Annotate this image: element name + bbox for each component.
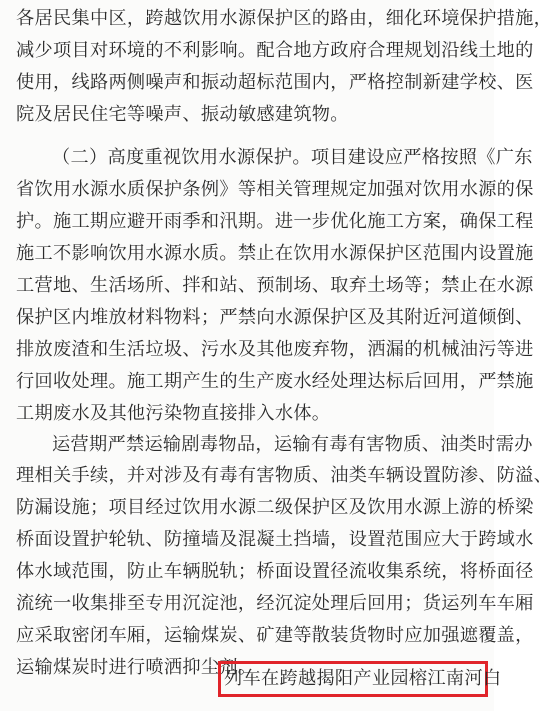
paragraph-2-line: 排放废渣和生活垃圾、污水及其他废弃物，洒漏的机械油污等进	[16, 339, 534, 360]
paragraph-3-line: 流统一收集排至专用沉淀池，经沉淀处理后回用；货运列车车厢	[16, 593, 534, 614]
paragraph-1-line: 各居民集中区，跨越饮用水源保护区的路由，细化环境保护措施，	[16, 8, 552, 29]
paragraph-1-line: 减少项目对环境的不利影响。配合地方政府合理规划沿线土地的	[16, 40, 534, 61]
paragraph-2-line: （二）高度重视饮用水源保护。项目建设应严格按照《广东	[52, 147, 533, 168]
paragraph-3-line: 理相关手续，并对涉及有毒有害物质、油类车辆设置防渗、防溢、	[16, 465, 552, 486]
paragraph-2-line: 施工不影响饮用水源水质。禁止在饮用水源保护区范围内设置施	[16, 243, 534, 264]
paragraph-2-line: 省饮用水源水质保护条例》等相关管理规定加强对饮用水源的保	[16, 179, 534, 200]
paragraph-2-line: 保护区内堆放材料物料；严禁向水源保护区及其附近河道倾倒、	[16, 307, 534, 328]
paragraph-2-line: 护。施工期应避开雨季和汛期。进一步优化施工方案，确保工程	[16, 211, 534, 232]
paragraph-2-line: 工期废水及其他污染物直接排入水体。	[16, 403, 331, 424]
paragraph-3-line: 防漏设施；项目经过饮用水源二级保护区及饮用水源上游的桥梁	[16, 497, 534, 518]
paragraph-2-line: 工营地、生活场所、拌和站、预制场、取弃土场等；禁止在水源	[16, 275, 534, 296]
paragraph-3-line: 应采取密闭车厢，运输煤炭、矿建等散装货物时应加强遮覆盖，	[16, 625, 534, 646]
highlighted-text: 列车在跨越揭阳产业园榕江南河白	[224, 668, 502, 689]
paragraph-3-line: 体水域范围，防止车辆脱轨；桥面设置径流收集系统，将桥面径	[16, 561, 534, 582]
paragraph-2-line: 行回收处理。施工期产生的生产废水经处理达标后回用，严禁施	[16, 371, 534, 392]
paragraph-3-line: 运营期严禁运输剧毒物品，运输有毒有害物质、油类时需办	[52, 434, 533, 455]
paragraph-1-line: 使用，线路两侧噪声和振动超标范围内，严格控制新建学校、医	[16, 72, 534, 93]
paragraph-3-line: 桥面设置护轮轨、防撞墙及混凝土挡墙，设置范围应大于跨域水	[16, 529, 534, 550]
paragraph-1-line: 院及居民住宅等噪声、振动敏感建筑物。	[16, 104, 349, 125]
paragraph-3-line: 运输煤炭时进行喷洒抑尘剂。	[16, 657, 257, 678]
